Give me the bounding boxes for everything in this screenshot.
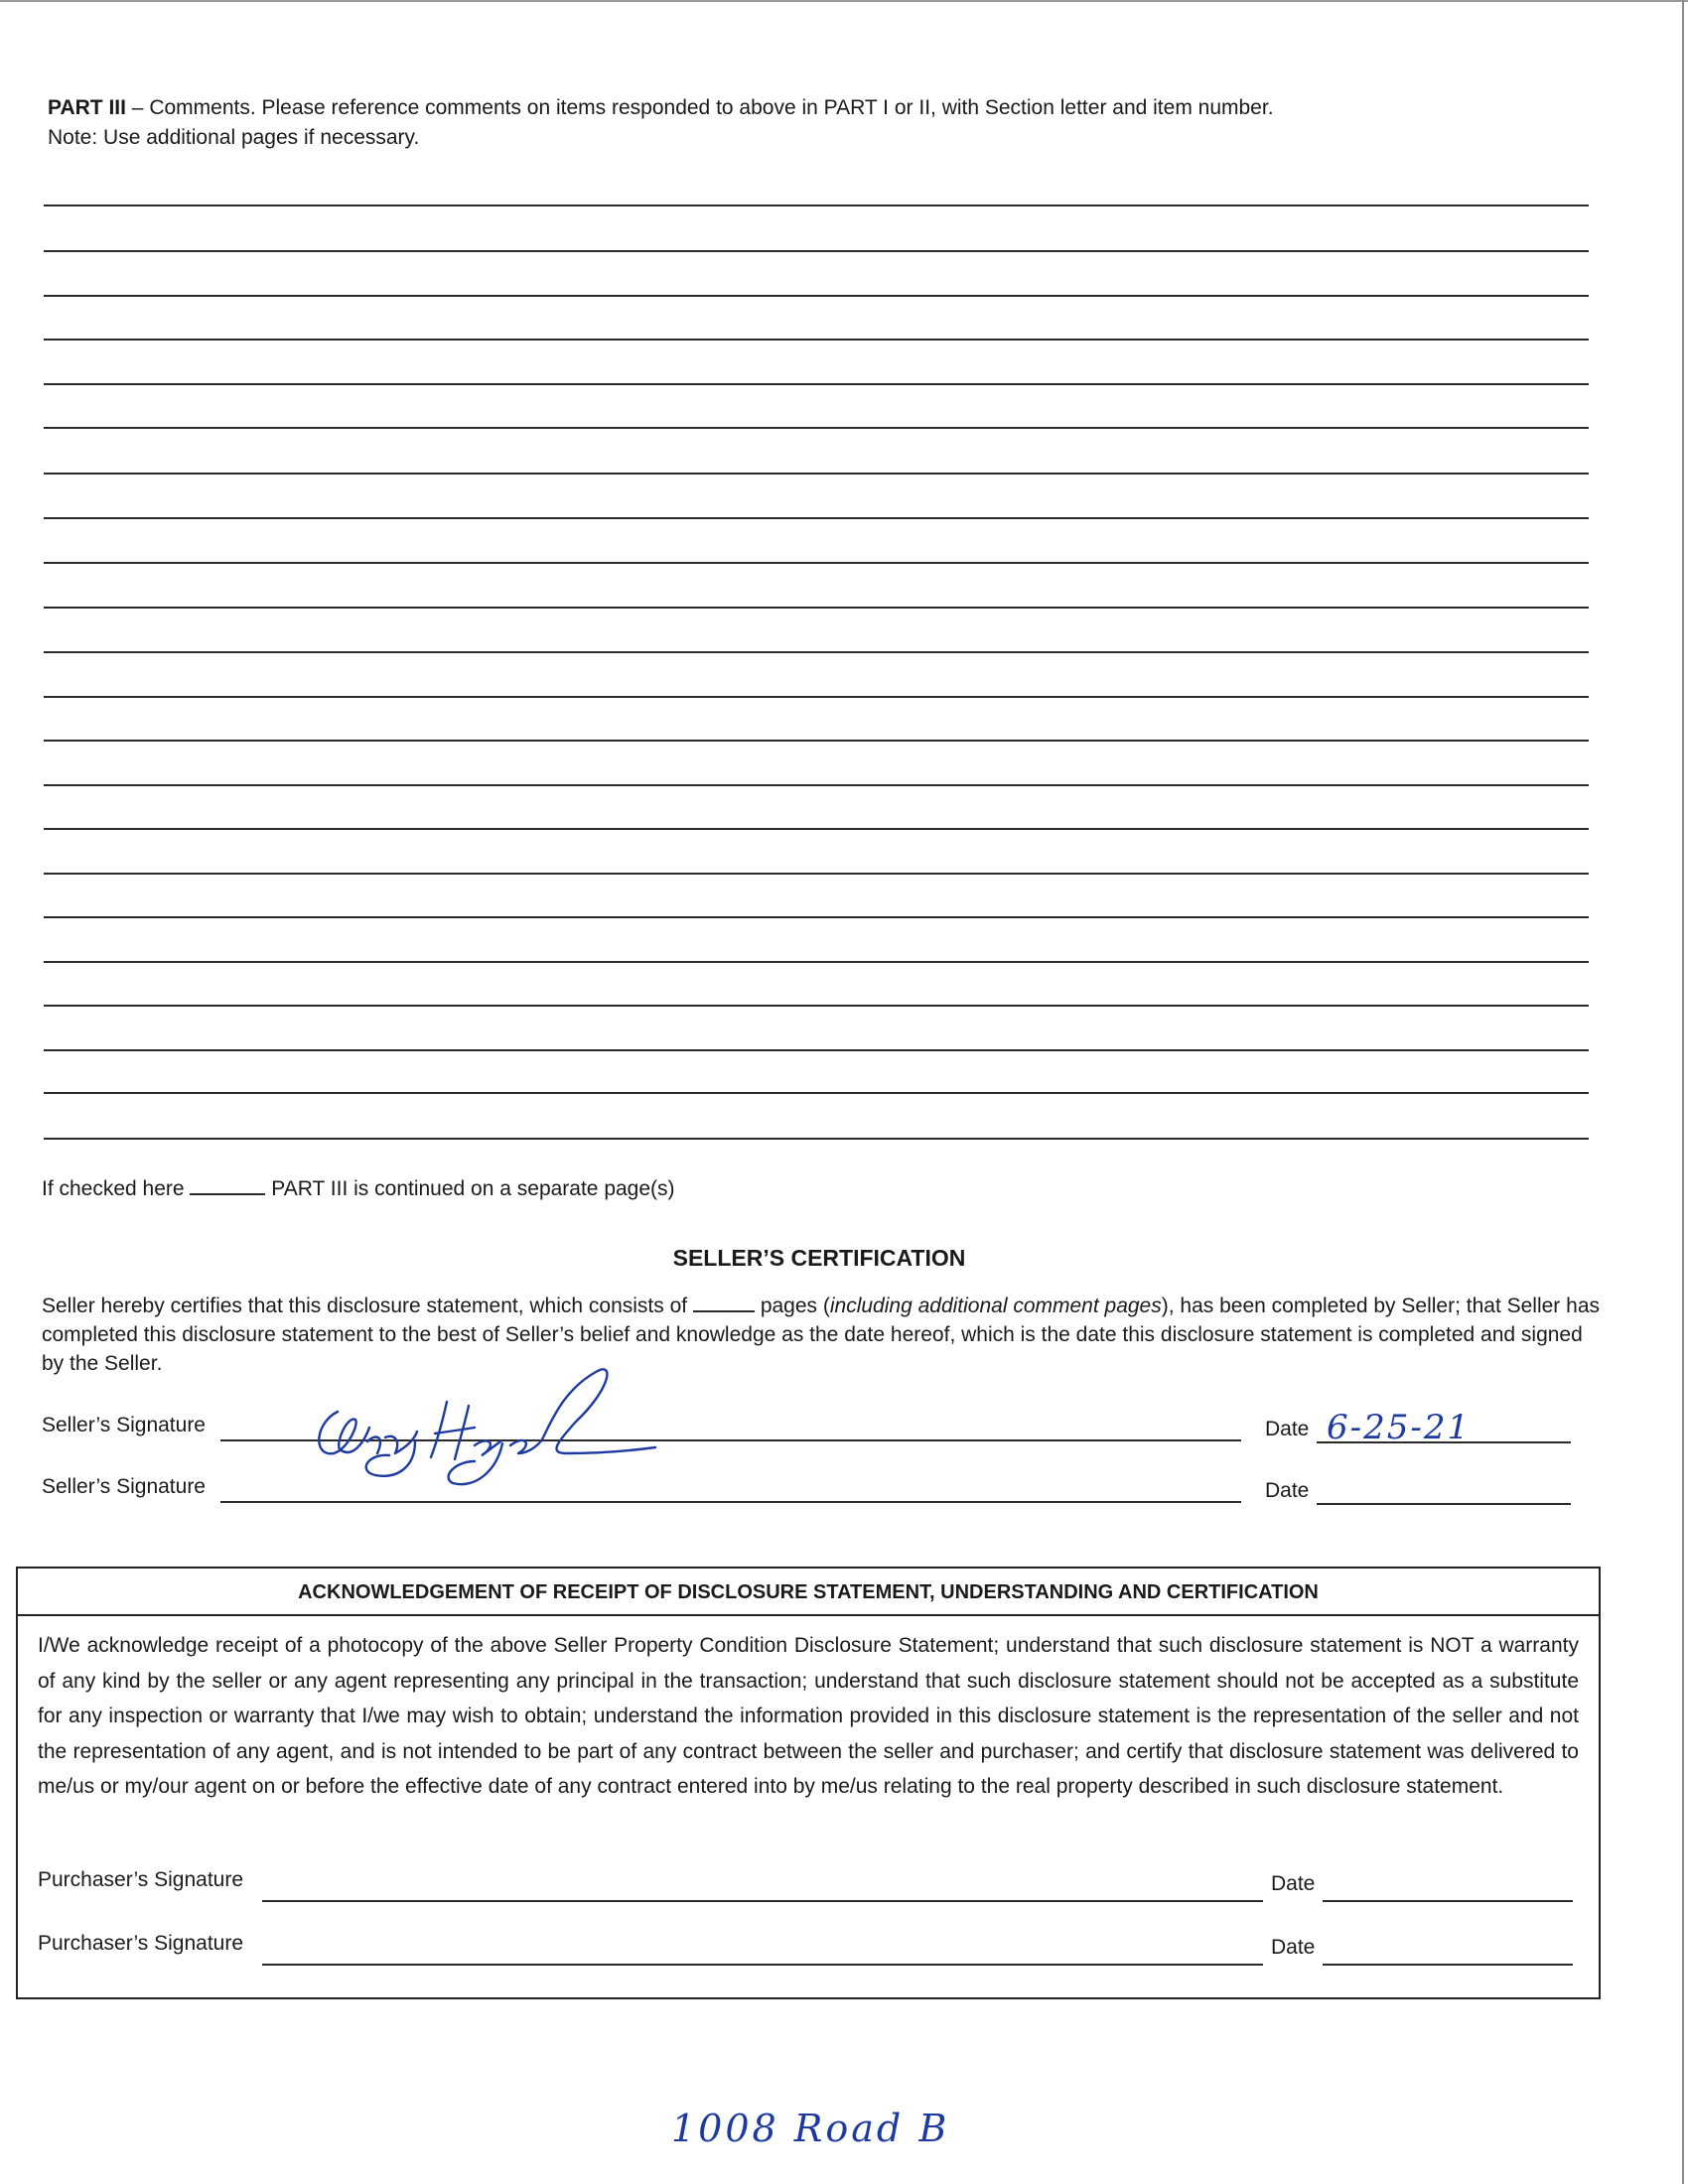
comment-line[interactable] xyxy=(44,383,1589,385)
scan-edge-top xyxy=(0,0,1688,2)
comment-line[interactable] xyxy=(44,696,1589,698)
comment-line[interactable] xyxy=(44,873,1589,875)
purchaser-date-label-1: Date xyxy=(1271,1872,1316,1895)
comment-line[interactable] xyxy=(44,473,1589,475)
comment-line[interactable] xyxy=(44,1005,1589,1007)
part3-dash: – xyxy=(125,96,150,119)
cert-text-before: Seller hereby certifies that this disclosure statement, which consists of xyxy=(42,1295,688,1317)
purchaser-date-field-1[interactable] xyxy=(1323,1900,1573,1902)
purchaser-signature-label-2: Purchaser’s Signature xyxy=(38,1932,244,1955)
sellers-certification-title: SELLER’S CERTIFICATION xyxy=(672,1245,966,1271)
comment-line[interactable] xyxy=(44,740,1589,742)
handwritten-address-note: 1008 Road B xyxy=(671,2107,950,2150)
seller-signature-label-1: Seller’s Signature xyxy=(42,1414,206,1436)
comment-line[interactable] xyxy=(44,295,1589,297)
cert-text-pages: pages ( xyxy=(760,1295,830,1317)
comment-line[interactable] xyxy=(44,916,1589,918)
continuation-prefix: If checked here xyxy=(42,1177,185,1200)
continuation-check-row xyxy=(42,1173,675,1201)
continuation-suffix: PART III is continued on a separate page(s) xyxy=(271,1177,675,1200)
acknowledgement-text: I/We acknowledge receipt of a photocopy of the above Seller Property Condition Disclosure Statement; understand that such disclosure statement is NOT a warranty of any kind by the seller or any agent representing any principal in the transaction; understand that such disclosure statement should not be accepted as a substitute for any inspection or warranty that I/we may wish to obtain; understand the information provided in this disclosure statement is the representation of the seller and not the representation of any agent, and is not intended to be part of any contract between the seller and purchaser; and certify that disclosure statement was delivered to me/us or my/our agent on or before the effective date of any contract entered into by me/us relating to the real property described in such disclosure statement. xyxy=(38,1634,1579,1798)
continuation-checkbox-blank[interactable] xyxy=(190,1173,265,1195)
purchaser-signature-label-1: Purchaser’s Signature xyxy=(38,1868,244,1891)
comment-line[interactable] xyxy=(44,562,1589,564)
part3-instructions xyxy=(48,93,1537,153)
part3-note: Note: Use additional pages if necessary. xyxy=(48,126,420,149)
purchaser-signature-field-2[interactable] xyxy=(262,1964,1263,1966)
comment-line[interactable] xyxy=(44,961,1589,963)
comment-line[interactable] xyxy=(44,1049,1589,1051)
comment-line[interactable] xyxy=(44,250,1589,252)
comment-line[interactable] xyxy=(44,517,1589,519)
page-count-blank[interactable] xyxy=(693,1291,755,1312)
acknowledgement-box xyxy=(16,1567,1601,1999)
acknowledgement-title: ACKNOWLEDGEMENT OF RECEIPT OF DISCLOSURE STATEMENT, UNDERSTANDING AND CERTIFICATION xyxy=(18,1569,1599,1616)
seller-date-label-1: Date xyxy=(1265,1418,1310,1440)
part3-heading: PART III xyxy=(48,96,126,119)
cert-text-italic: including additional comment pages xyxy=(829,1295,1162,1317)
comment-line[interactable] xyxy=(44,828,1589,830)
purchaser-date-label-2: Date xyxy=(1271,1936,1316,1959)
comment-line[interactable] xyxy=(44,339,1589,341)
comment-line[interactable] xyxy=(44,205,1589,206)
purchaser-date-field-2[interactable] xyxy=(1323,1964,1573,1966)
comment-line[interactable] xyxy=(44,607,1589,609)
cert-text-after: ), has been completed by Seller; that Seller has completed this disclosure statement to the best of Seller’s belief and knowledge as the date hereof, which is the date this disclosure statement is completed and signed by the Seller. xyxy=(42,1295,1600,1375)
purchaser-signature-field-1[interactable] xyxy=(262,1900,1263,1902)
sellers-certification-text xyxy=(42,1291,1601,1378)
part3-instruction: Comments. Please reference comments on items responded to above in PART I or II, with Section letter and item number. xyxy=(149,96,1274,119)
seller-date-value-1: 6-25-21 xyxy=(1327,1408,1472,1447)
comment-line[interactable] xyxy=(44,427,1589,429)
seller-date-label-2: Date xyxy=(1265,1479,1310,1502)
comment-line[interactable] xyxy=(44,651,1589,653)
scan-edge-right xyxy=(1682,0,1684,2184)
comment-line[interactable] xyxy=(44,1092,1589,1094)
comment-line[interactable] xyxy=(44,784,1589,786)
seller-signature-label-2: Seller’s Signature xyxy=(42,1475,206,1498)
seller-handwritten-signature xyxy=(298,1350,665,1499)
comment-line[interactable] xyxy=(44,1138,1589,1140)
seller-date-field-2[interactable] xyxy=(1317,1503,1571,1505)
seller-signature-field-2[interactable] xyxy=(220,1501,1241,1503)
